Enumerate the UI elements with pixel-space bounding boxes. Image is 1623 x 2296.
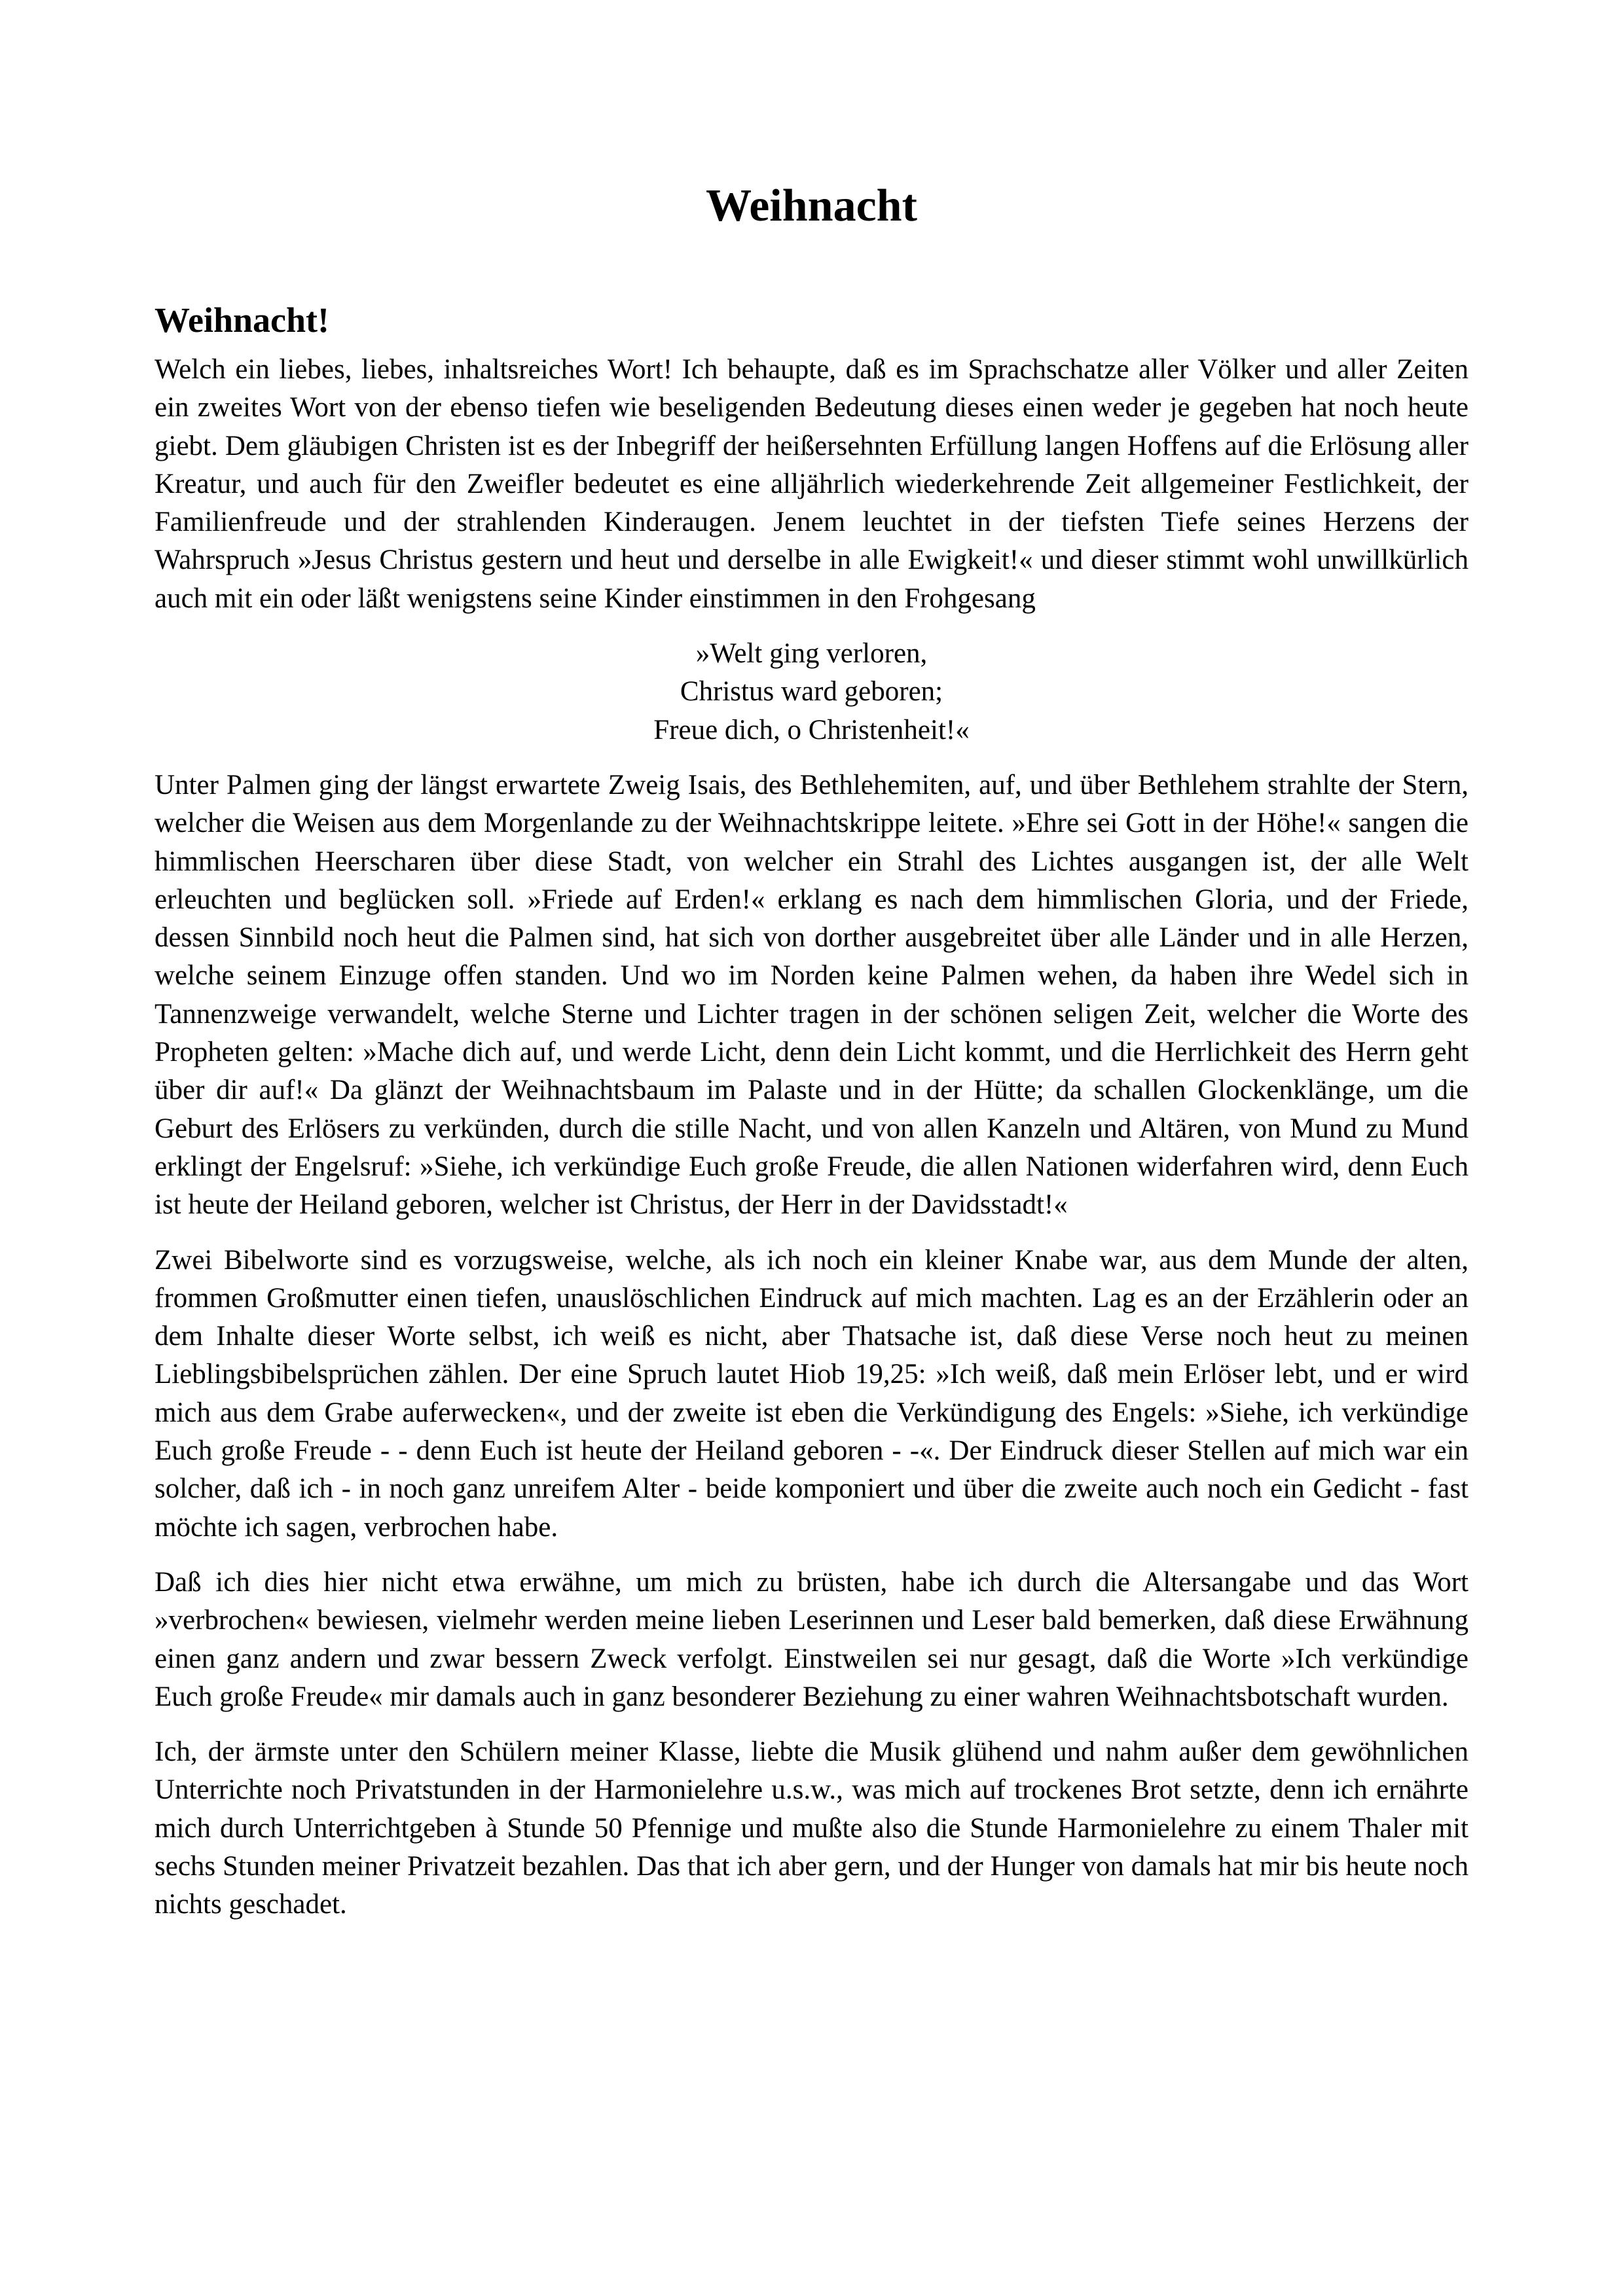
paragraph-2: Unter Palmen ging der längst erwartete Zweig Isais, des Bethlehemiten, auf, und über Bethlehem strahlte der Stern, welcher die Weisen aus dem Morgenlande zu der Weihnachtskrippe leitete. »Ehre sei Gott in der Höhe!« sangen die himmlischen Heerscharen über diese Stadt, von welcher ein Strahl des Lichtes ausgangen ist, der alle Welt erleuchten und beglücken soll. »Friede auf Erden!« erklang es nach dem himmlischen Gloria, und der Friede, dessen Sinnbild noch heut die Palmen sind, hat sich von dorther ausgebreitet über alle Länder und in alle Herzen, welche seinem Einzuge offen standen. Und wo im Norden keine Palmen wehen, da haben ihre Wedel sich in Tannenzweige verwandelt, welche Sterne und Lichter tragen in der schönen seligen Zeit, welcher die Worte des Propheten gelten: »Mache dich auf, und werde Licht, denn dein Licht kommt, und die Herrlichkeit des Herrn geht über dir auf!« Da glänzt der Weihnachtsbaum im Palaste und in der Hütte; da schallen Glockenklänge, um die Geburt des Erlösers zu verkünden, durch die stille Nacht, und von allen Kanzeln und Altären, von Mund zu Mund erklingt der Engelsruf: »Siehe, ich verkündige Euch große Freude, die allen Nationen widerfahren wird, denn Euch ist heute der Heiland geboren, welcher ist Christus, der Herr in der Davidsstadt!« (155, 769, 1468, 1221)
paragraph-1: Welch ein liebes, liebes, inhaltsreiches Wort! Ich behaupte, daß es im Sprachschatze aller Völker und aller Zeiten ein zweites Wort von der ebenso tiefen wie beseligenden Bedeutung dieses einen weder je gegeben hat noch heute giebt. Dem gläubigen Christen ist es der Inbegriff der heißersehnten Erfüllung langen Hoffens auf die Erlösung aller Kreatur, und auch für den Zweifler bedeutet es eine alljährlich wiederkehrende Zeit allgemeiner Festlichkeit, der Familienfreude und der strahlenden Kinderaugen. Jenem leuchtet in der tiefsten Tiefe seines Herzens der Wahrspruch »Jesus Christus gestern und heut und derselbe in alle Ewigkeit!« und dieser stimmt wohl unwillkürlich auch mit ein oder läßt wenigstens seine Kinder einstimmen in den Frohgesang (155, 354, 1468, 614)
document-page (155, 177, 1468, 1924)
verse-line-3: Freue dich, o Christenheit!« (653, 714, 970, 745)
verse-line-2: Christus ward geboren; (680, 676, 943, 708)
paragraph-5: Ich, der ärmste unter den Schülern meiner Klasse, liebte die Musik glühend und nahm außer dem gewöhnlichen Unterrichte noch Privatstunden in der Harmonielehre u.s.w., was mich auf trockenes Brot setzte, denn ich ernährte mich durch Unterrichtgeben à Stunde 50 Pfennige und mußte also die Stunde Harmonielehre zu einem Thaler mit sechs Stunden meiner Privatzeit bezahlen. Das that ich aber gern, und der Hunger von damals hat mir bis heute noch nichts geschadet. (155, 1736, 1468, 1920)
verse-line-1: »Welt ging verloren, (695, 638, 928, 670)
page-title: Weihnacht (706, 181, 917, 231)
section-heading: Weihnacht! (155, 300, 330, 340)
paragraph-4: Daß ich dies hier nicht etwa erwähne, um mich zu brüsten, habe ich durch die Altersangabe und das Wort »verbrochen« bewiesen, vielmehr werden meine lieben Leserinnen und Leser bald bemerken, daß diese Erwähnung einen ganz andern und zwar bessern Zweck verfolgt. Einstweilen sei nur gesagt, daß die Worte »Ich verkündige Euch große Freude« mir damals auch in ganz besonderer Beziehung zu einer wahren Weihnachtsbotschaft wurden. (155, 1566, 1468, 1712)
paragraph-3: Zwei Bibelworte sind es vorzugsweise, welche, als ich noch ein kleiner Knabe war, aus dem Munde der alten, frommen Großmutter einen tiefen, unauslöschlichen Eindruck auf mich machten. Lag es an der Erzählerin oder an dem Inhalte dieser Worte selbst, ich weiß es nicht, aber Thatsache ist, daß diese Verse noch heut zu meinen Lieblingsbibelsprüchen zählen. Der eine Spruch lautet Hiob 19,25: »Ich weiß, daß mein Erlöser lebt, und er wird mich aus dem Grabe auferwecken«, und der zweite ist eben die Verkündigung des Engels: »Siehe, ich verkündige Euch große Freude - - denn Euch ist heute der Heiland geboren - -«. Der Eindruck dieser Stellen auf mich war ein solcher, daß ich - in noch ganz unreifem Alter - beide komponiert und über die zweite auch noch ein Gedicht - fast möchte ich sagen, verbrochen habe. (155, 1244, 1468, 1543)
verse-block (155, 635, 1468, 749)
